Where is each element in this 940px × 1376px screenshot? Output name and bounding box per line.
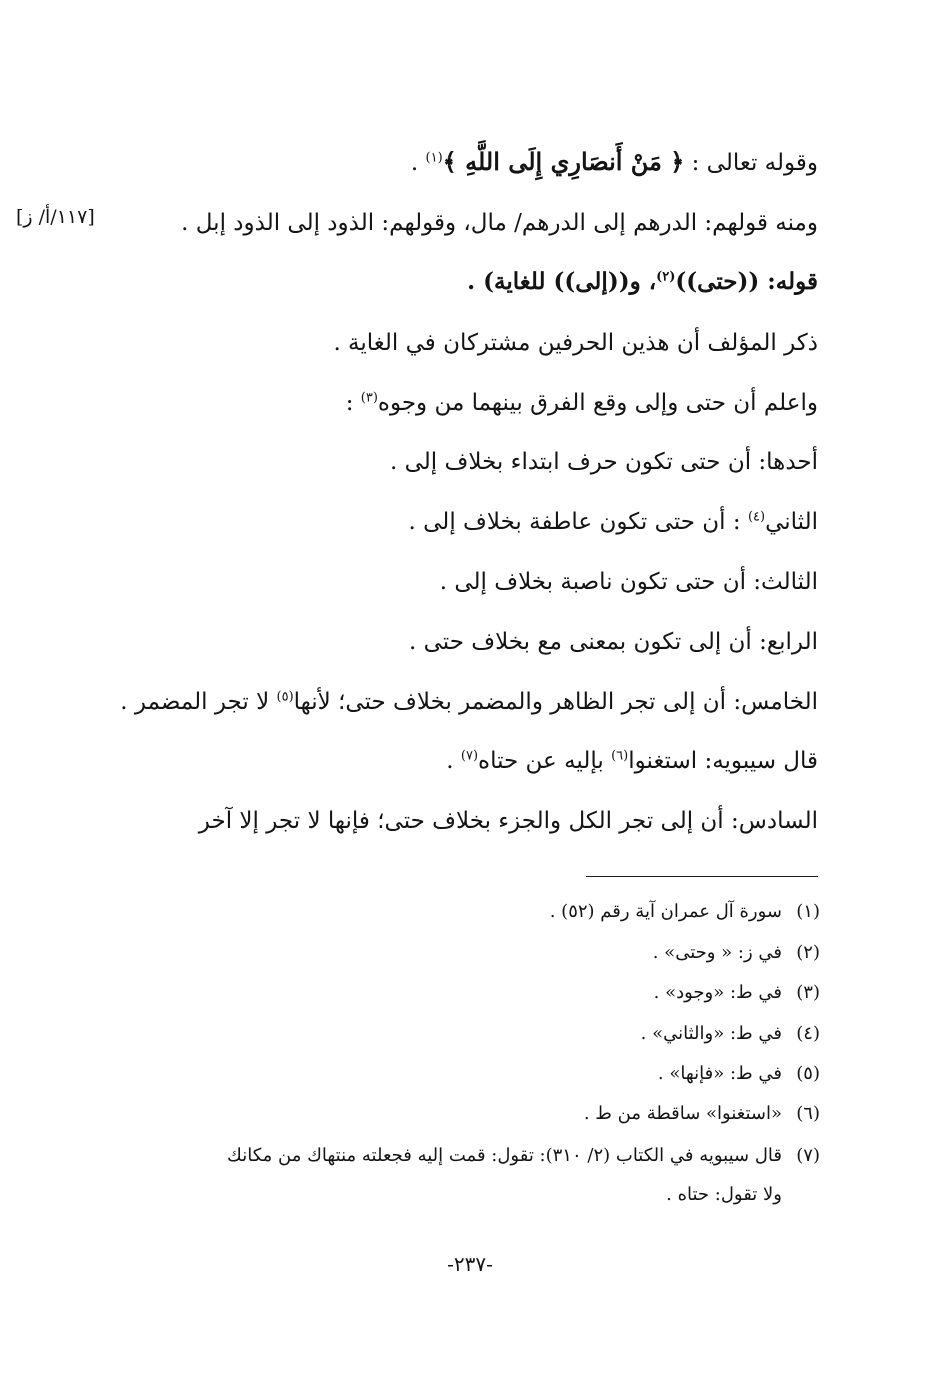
footnote-number: (٢)	[796, 942, 820, 963]
footnote-3	[654, 979, 820, 1007]
footnote-ref[interactable]: (١)	[425, 150, 443, 166]
footnote-ref[interactable]: (٢)	[656, 269, 676, 285]
footnote-number: (٥)	[796, 1063, 820, 1084]
footnote-text: «استغنوا» ساقطة من ط .	[583, 1103, 782, 1124]
text-segment: بإليه عن حتاه	[478, 748, 612, 774]
footnote-7	[227, 1142, 820, 1170]
footnote-text: سورة آل عمران آية رقم (٥٢) .	[549, 901, 782, 922]
page-number: -٢٣٧-	[447, 1252, 493, 1276]
footnote-number: (٣)	[796, 982, 820, 1003]
footnote-number: (٦)	[796, 1103, 820, 1124]
footnote-ref[interactable]: (٥)	[276, 689, 294, 705]
footnote-5	[658, 1060, 820, 1088]
body-line-11	[446, 745, 818, 777]
body-line-4: ذكر المؤلف أن هذين الحرفين مشتركان في الغاية .	[333, 330, 818, 356]
body-line-2: ومنه قولهم: الدرهم إلى الدرهم/ مال، وقولهم: الذود إلى الذود إبل .	[181, 210, 818, 236]
text-segment: وقوله تعالى :	[684, 150, 818, 176]
body-line-10	[120, 686, 818, 718]
body-line-6: أحدها: أن حتى تكون حرف ابتداء بخلاف إلى .	[390, 449, 818, 475]
text-segment: الثاني	[765, 509, 818, 535]
body-line-9: الرابع: أن إلى تكون بمعنى مع بخلاف حتى .	[408, 629, 818, 655]
footnote-separator	[586, 876, 818, 877]
footnote-text: في ز: « وحتى» .	[652, 942, 782, 963]
text-segment: قال سيبويه: استغنوا	[628, 748, 818, 774]
quran-verse: ﴿ مَنْ أَنصَارِي إِلَى اللَّهِ ﴾	[442, 147, 685, 176]
footnote-1	[550, 898, 820, 926]
text-segment: الخامس: أن إلى تجر الظاهر والمضمر بخلاف حتى؛ لأنها	[293, 689, 818, 715]
footnote-number: (١)	[796, 901, 820, 922]
footnote-number: (٧)	[796, 1145, 820, 1166]
footnote-text: في ط: «فإنها» .	[657, 1063, 782, 1084]
footnote-2	[653, 939, 820, 967]
body-line-5	[346, 387, 818, 419]
body-line-8: الثالث: أن حتى تكون ناصبة بخلاف إلى .	[439, 569, 818, 595]
footnote-ref[interactable]: (٦)	[611, 748, 629, 764]
body-line-3	[467, 266, 818, 298]
margin-manuscript-ref: [١١٧/أ/ ز]	[16, 206, 95, 228]
text-segment: .	[410, 150, 426, 176]
body-line-12: السادس: أن إلى تجر الكل والجزء بخلاف حتى؛ فإنها لا تجر إلا آخر	[198, 808, 818, 834]
text-segment: ، و((إلى)) للغاية) .	[467, 268, 657, 295]
body-line-1	[411, 146, 818, 179]
footnote-text: في ط: «وجود» .	[653, 982, 782, 1003]
footnote-text: في ط: «والثاني» .	[640, 1023, 782, 1044]
footnote-ref[interactable]: (٣)	[360, 390, 378, 406]
text-segment: :	[345, 390, 361, 416]
footnote-number: (٤)	[796, 1023, 820, 1044]
text-segment: .	[446, 748, 461, 774]
text-segment: قوله: ((حتى))	[675, 268, 818, 295]
footnote-text: قال سيبويه في الكتاب (٢/ ٣١٠): تقول: قمت إليه فجعلته منتهاك من مكانك	[227, 1145, 782, 1166]
footnote-4	[641, 1020, 820, 1048]
text-segment: لا تجر المضمر .	[120, 689, 277, 715]
text-segment: : أن حتى تكون عاطفة بخلاف إلى .	[408, 509, 748, 535]
body-line-7	[409, 506, 818, 538]
footnote-ref[interactable]: (٤)	[747, 509, 766, 525]
footnote-6	[584, 1100, 820, 1128]
footnote-ref[interactable]: (٧)	[460, 748, 479, 764]
footnote-7-continuation: ولا تقول: حتاه .	[666, 1184, 782, 1205]
text-segment: واعلم أن حتى وإلى وقع الفرق بينهما من وجوه	[377, 390, 818, 416]
